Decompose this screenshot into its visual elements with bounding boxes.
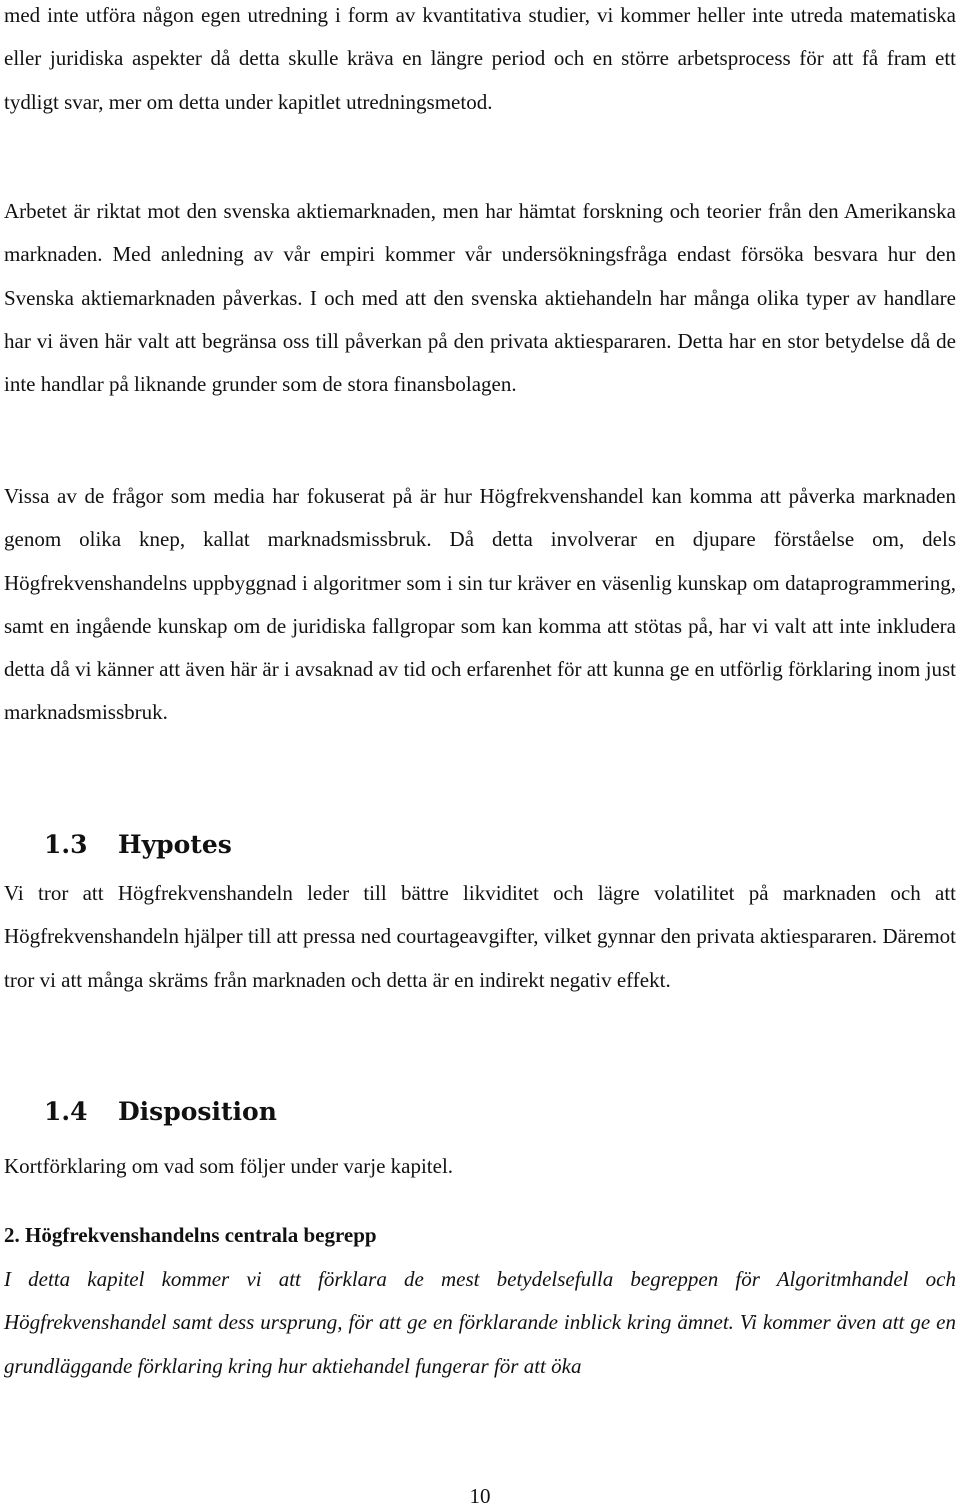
heading-title: Disposition [118, 1097, 277, 1126]
paragraph-market-focus: Arbetet är riktat mot den svenska aktiemarknaden, men har hämtat forskning och teorier från den Amerikanska marknaden. Med anledning av vår empiri kommer vår undersökningsfråga endast försöka besvara hur den Svenska aktiemarknaden påverkas. I och med att den svenska aktiehandeln har många olika typer av handlare har vi även här valt att begränsa oss till påverkan på den privata aktiespararen. Detta har en stor betydelse då de inte handlar på liknande grunder som de stora finansbolagen. [4, 199, 956, 397]
paragraph-market-abuse: Vissa av de frågor som media har fokuserat på är hur Högfrekvenshandel kan komma att påverka marknaden genom olika knep, kallat marknadsmissbruk. Då detta involverar en djupare förståelse om, dels Högfrekvenshandelns uppbyggnad i algoritmer som i sin tur kräver en väsenlig kunskap om dataprogrammering, samt en ingående kunskap om de juridiska fallgropar som kan komma att stötas på, har vi valt att inte inkludera detta då vi känner att även här är i avsaknad av tid och erfarenhet för att kunna ge en utförlig förklaring inom just marknadsmissbruk. [4, 484, 956, 725]
heading-title: Hypotes [118, 830, 232, 859]
heading-disposition [44, 1097, 277, 1126]
paragraph-disposition: Kortförklaring om vad som följer under varje kapitel. [4, 1154, 454, 1178]
chapter-heading: 2. Högfrekvenshandelns centrala begrepp [4, 1223, 377, 1247]
heading-number: 1.3 [44, 830, 88, 859]
paragraph-hypothesis: Vi tror att Högfrekvenshandeln leder till bättre likviditet och lägre volatilitet på marknaden och att Högfrekvenshandeln hjälper till att pressa ned courtageavgifter, vilket gynnar den privata aktiespararen. Däremot tror vi att många skräms från marknaden och detta är en indirekt negativ effekt. [4, 881, 956, 992]
heading-number: 1.4 [44, 1097, 88, 1126]
paragraph-scope-limitation: med inte utföra någon egen utredning i form av kvantitativa studier, vi kommer heller inte utreda matematiska eller juridiska aspekter då detta skulle kräva en längre period och en större arbetsprocess för att få fram ett tydligt svar, mer om detta under kapitlet utredningsmetod. [4, 3, 956, 114]
page-number: 10 [469, 1484, 491, 1508]
paragraph-chapter-intro: I detta kapitel kommer vi att förklara de mest betydelsefulla begreppen för Algoritmhandel och Högfrekvenshandel samt dess ursprung, för att ge en förklarande inblick kring ämnet. Vi kommer även att ge en grundläggande förklaring kring hur aktiehandel fungerar för att öka [4, 1267, 956, 1378]
heading-hypotes [44, 830, 232, 859]
